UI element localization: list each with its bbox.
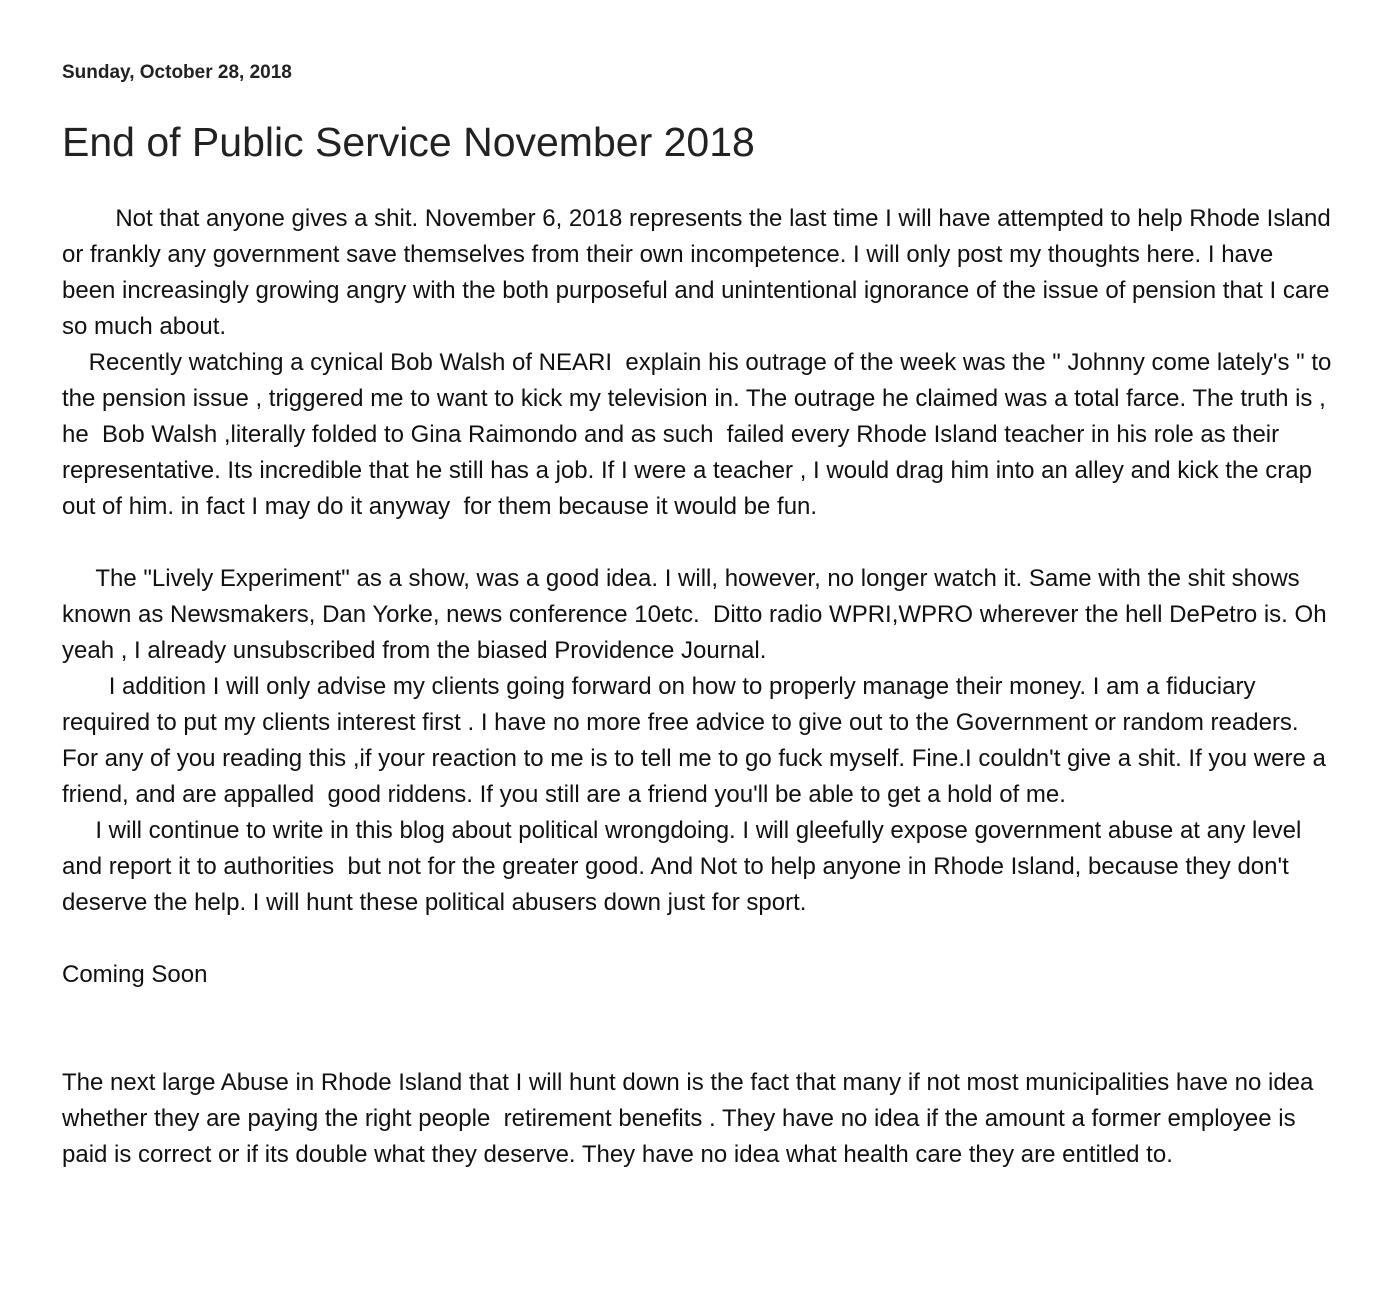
post-paragraph-blog: I will continue to write in this blog about political wrongdoing. I will gleefully expose government abuse at any level and report it to authorities but not for the greater good. And Not to help anyone in Rhode Island, because they don't deserve the help. I will hunt these political abusers down just for sport. <box>62 817 1309 916</box>
post-body <box>62 201 1339 1173</box>
post-paragraph-walsh: Recently watching a cynical Bob Walsh of NEARI explain his outrage of the week was the " Johnny come lately's " to the pension issue , triggered me to want to kick my television in. The outrage he claimed was a total farce. The truth is , he Bob Walsh ,literally folded to Gina Raimondo and as such failed every Rhode Island teacher in his role as their representative. Its incredible that he still has a job. If I were a teacher , I would drag him into an alley and kick the crap out of him. in fact I may do it anyway for them because it would be fun. <box>62 349 1339 520</box>
post-paragraph-next-abuse: The next large Abuse in Rhode Island that I will hunt down is the fact that many if not most municipalities have no idea whether they are paying the right people retirement benefits . They have no idea if the amount a former employee is paid is correct or if its double what they deserve. They have no idea what health care they are entitled to. <box>62 1069 1321 1168</box>
post-paragraph-shows: The "Lively Experiment" as a show, was a good idea. I will, however, no longer watch it. Same with the shit shows known as Newsmakers, Dan Yorke, news conference 10etc. Ditto radio WPRI,WPRO wherever the hell DePetro is. Oh yeah , I already unsubscribed from the biased Providence Journal. <box>62 565 1334 664</box>
paragraph-spacer <box>62 525 1332 561</box>
paragraph-spacer <box>62 921 1332 957</box>
paragraph-spacer <box>62 993 1332 1065</box>
post-paragraph-clients: I addition I will only advise my clients going forward on how to properly manage their money. I am a fiduciary required to put my clients interest first . I have no more free advice to give out to the Government or random readers. For any of you reading this ,if your reaction to me is to tell me to go fuck myself. Fine.I couldn't give a shit. If you were a friend, and are appalled good riddens. If you still are a friend you'll be able to get a hold of me. <box>62 673 1333 808</box>
post-paragraph-intro: Not that anyone gives a shit. November 6, 2018 represents the last time I will have attempted to help Rhode Island or frankly any government save themselves from their own incompetence. I will only post my thoughts here. I have been increasingly growing angry with the both purposeful and unintentional ignorance of the issue of pension that I care so much about. <box>62 205 1338 340</box>
post-title: End of Public Service November 2018 <box>62 119 755 165</box>
coming-soon-heading: Coming Soon <box>62 961 208 988</box>
post-date: Sunday, October 28, 2018 <box>62 62 292 83</box>
